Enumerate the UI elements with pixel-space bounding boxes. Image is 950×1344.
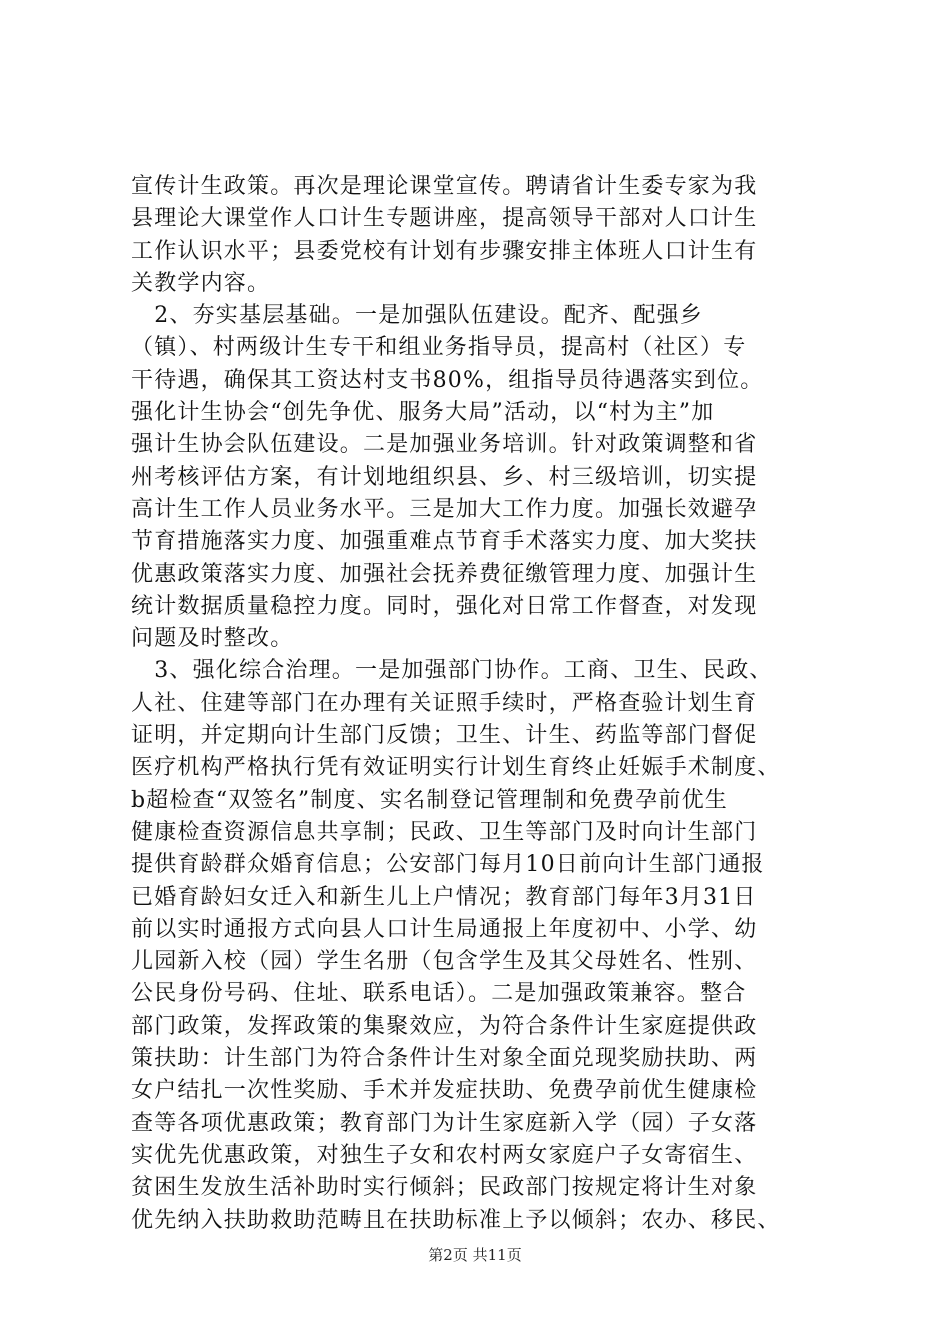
text-line: 干待遇，确保其工资达村支书80%，组指导员待遇落实到位。 <box>131 367 764 393</box>
text-line: b超检查“双签名”制度、实名制登记管理制和免费孕前优生 <box>131 787 728 813</box>
text-line: 统计数据质量稳控力度。同时，强化对日常工作督查，对发现 <box>131 593 758 619</box>
text-line: 州考核评估方案，有计划地组织县、乡、村三级培训，切实提 <box>131 464 758 490</box>
text-line: 策扶助：计生部门为符合条件计生对象全面兑现奖励扶助、两 <box>131 1046 758 1072</box>
text-line: 县理论大课堂作人口计生专题讲座，提高领导干部对人口计生 <box>131 206 758 232</box>
text-line: 强计生协会队伍建设。二是加强业务培训。针对政策调整和省 <box>131 432 758 458</box>
text-line: 关教学内容。 <box>131 270 271 296</box>
body-text <box>131 171 851 1237</box>
text-line: 前以实时通报方式向县人口计生局通报上年度初中、小学、幼 <box>131 916 758 942</box>
text-line: 女户结扎一次性奖励、手术并发症扶助、免费孕前优生健康检 <box>131 1078 758 1104</box>
text-line: 人社、住建等部门在办理有关证照手续时，严格查验计划生育 <box>131 690 758 716</box>
text-line: 健康检查资源信息共享制；民政、卫生等部门及时向计生部门 <box>131 819 758 845</box>
text-line: 实优先优惠政策，对独生子女和农村两女家庭户子女寄宿生、 <box>131 1142 758 1168</box>
page-footer: 第2页 共11页 <box>428 1246 522 1264</box>
text-line: 2、夯实基层基础。一是加强队伍建设。配齐、配强乡 <box>131 303 703 329</box>
text-line: 贫困生发放生活补助时实行倾斜；民政部门按规定将计生对象 <box>131 1175 758 1201</box>
text-line: 提供育龄群众婚育信息；公安部门每月10日前向计生部门通报 <box>131 852 765 878</box>
text-line: 公民身份号码、住址、联系电话）。二是加强政策兼容。整合 <box>131 981 747 1007</box>
text-line: 证明，并定期向计生部门反馈；卫生、计生、药监等部门督促 <box>131 723 758 749</box>
text-line: 优惠政策落实力度、加强社会抚养费征缴管理力度、加强计生 <box>131 561 758 587</box>
text-line: 儿园新入校（园）学生名册（包含学生及其父母姓名、性别、 <box>131 949 758 975</box>
text-line: 优先纳入扶助救助范畴且在扶助标准上予以倾斜；农办、移民、 <box>131 1207 781 1233</box>
text-line: 已婚育龄妇女迁入和新生儿上户情况；教育部门每年3月31日 <box>131 884 757 910</box>
text-line: 医疗机构严格执行凭有效证明实行计划生育终止妊娠手术制度、 <box>131 755 781 781</box>
text-line: 工作认识水平；县委党校有计划有步骤安排主体班人口计生有 <box>131 238 758 264</box>
text-line: 高计生工作人员业务水平。三是加大工作力度。加强长效避孕 <box>131 496 758 522</box>
text-line: 节育措施落实力度、加强重难点节育手术落实力度、加大奖扶 <box>131 529 758 555</box>
text-line: 查等各项优惠政策；教育部门为计生家庭新入学（园）子女落 <box>131 1110 758 1136</box>
text-line: 强化计生协会“创先争优、服务大局”活动，以“村为主”加 <box>131 400 715 426</box>
text-line: 部门政策，发挥政策的集聚效应，为符合条件计生家庭提供政 <box>131 1013 758 1039</box>
text-line: 宣传计生政策。再次是理论课堂宣传。聘请省计生委专家为我 <box>131 174 758 199</box>
text-line: 3、强化综合治理。一是加强部门协作。工商、卫生、民政、 <box>131 658 773 684</box>
text-line: （镇）、村两级计生专干和组业务指导员，提高村（社区）专 <box>131 335 747 361</box>
text-line: 问题及时整改。 <box>131 626 294 652</box>
